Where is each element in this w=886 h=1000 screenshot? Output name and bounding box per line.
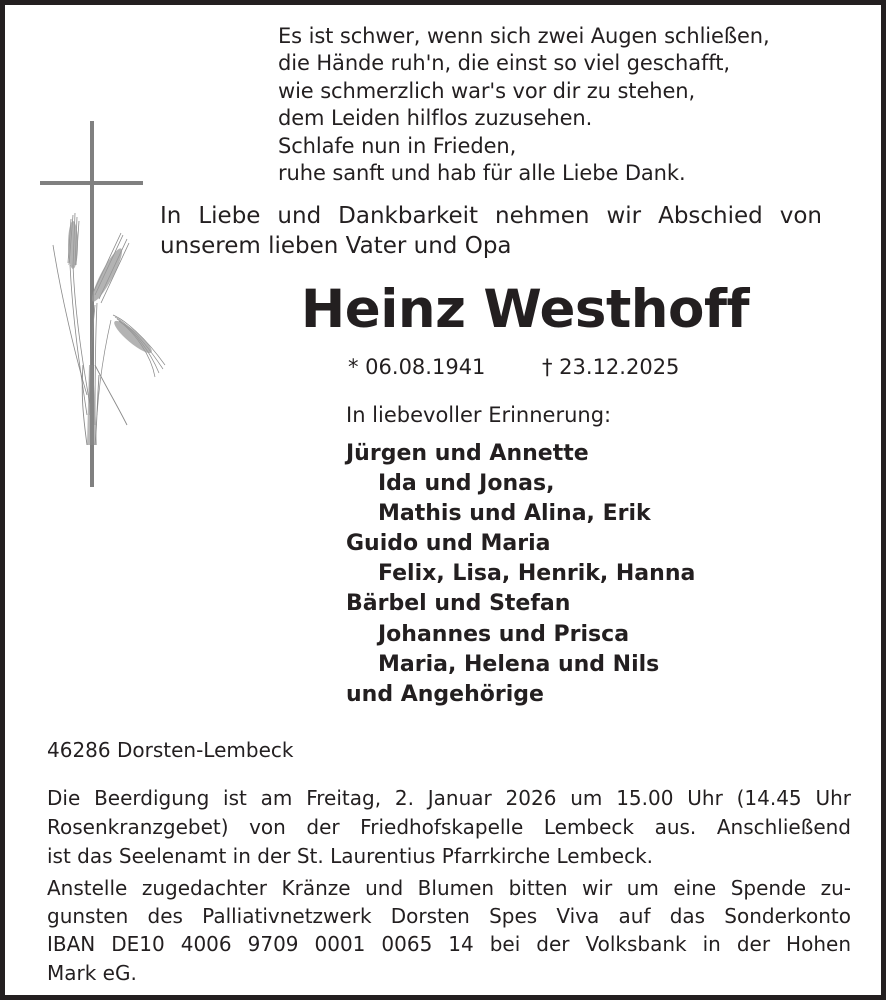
family-member: Jürgen und Annette [346, 441, 589, 466]
deceased-name: Heinz Westhoff [300, 279, 750, 340]
poem-line: wie schmerzlich war's vor dir zu stehen, [278, 78, 696, 103]
family-member: Mathis und Alina, Erik [378, 501, 651, 527]
donation-line: IBAN DE10 4006 9709 0001 0065 14 bei der Volksbank in der Hohen [47, 932, 851, 957]
poem-line: Schlafe nun in Frieden, [278, 133, 517, 158]
donation-line: Anstelle zugedachter Kränze und Blumen bitten wir um eine Spende zu- [47, 876, 851, 900]
address: 46286 Dorsten-Lembeck [47, 738, 294, 762]
family-member: Maria, Helena und Nils [378, 651, 660, 677]
poem-line: dem Leiden hilflos zuzusehen. [278, 106, 593, 131]
intro-text [160, 201, 822, 261]
family-member: Guido und Maria [346, 531, 551, 557]
intro-line: unserem lieben Vater und Opa [160, 233, 512, 259]
death-date: † 23.12.2025 [542, 355, 680, 379]
funeral-line: ist das Seelenamt in der St. Laurentius Pfarrkirche Lembeck. [47, 844, 654, 868]
poem-line: Es ist schwer, wenn sich zwei Augen schließen, [278, 24, 770, 48]
remembrance-label: In liebevoller Erinnerung: [346, 403, 612, 427]
cross-with-wheat-icon [35, 115, 175, 495]
family-member: und Angehörige [346, 681, 544, 707]
poem [278, 23, 838, 187]
poem-line: die Hände ruh'n, die einst so viel geschafft, [278, 51, 730, 76]
family-list [346, 439, 766, 710]
funeral-line: Die Beerdigung ist am Freitag, 2. Januar 2026 um 15.00 Uhr (14.45 Uhr [47, 786, 851, 810]
birth-date: * 06.08.1941 [348, 355, 486, 379]
family-member: Felix, Lisa, Henrik, Hanna [378, 561, 696, 587]
family-member: Bärbel und Stefan [346, 591, 571, 617]
donation-info [47, 874, 851, 987]
donation-line: Mark eG. [47, 960, 137, 985]
family-member: Johannes und Prisca [378, 621, 630, 647]
poem-line: ruhe sanft und hab für alle Liebe Dank. [278, 161, 686, 186]
funeral-info [47, 784, 851, 871]
intro-line: In Liebe und Dankbarkeit nehmen wir Abschied von [160, 203, 822, 229]
funeral-line: Rosenkranzgebet) von der Friedhofskapelle Lembeck aus. Anschließend [47, 815, 851, 839]
family-member: Ida und Jonas, [378, 471, 555, 497]
donation-line: gunsten des Palliativnetzwerk Dorsten Spes Viva auf das Sonderkonto [47, 904, 851, 929]
